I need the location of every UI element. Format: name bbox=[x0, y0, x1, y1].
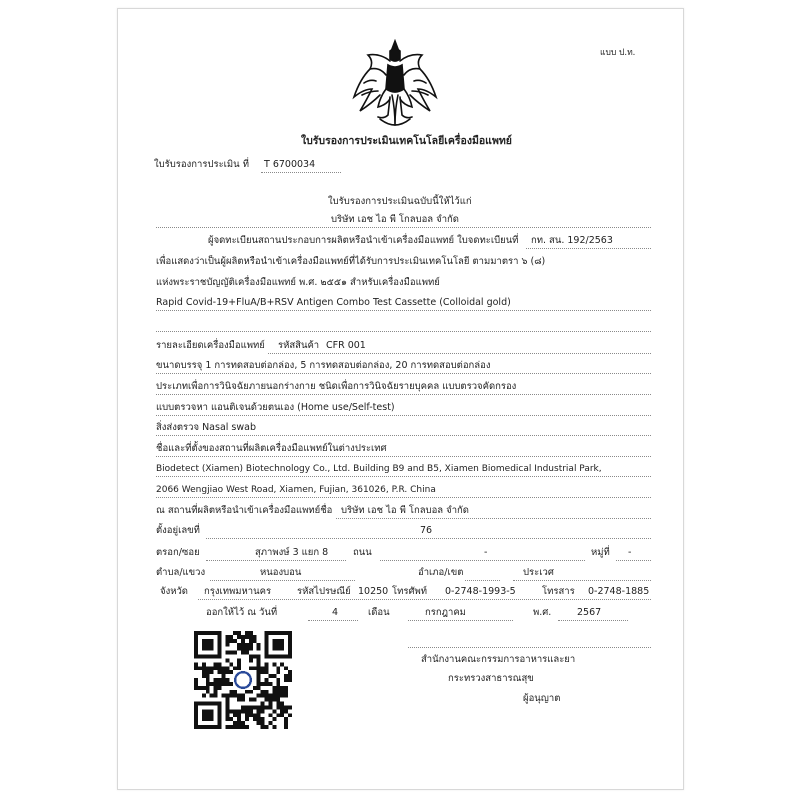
postcode-label: รหัสไปรษณีย์ bbox=[297, 586, 351, 597]
signature-line bbox=[408, 647, 651, 648]
underline bbox=[156, 331, 651, 332]
statement-line-2: แห่งพระราชบัญญัติเครื่องมือแพทย์ พ.ศ. ๒๕๕๑ สำหรับเครื่องมือแพทย์ bbox=[156, 277, 440, 288]
province-label: จังหวัด bbox=[160, 586, 188, 597]
issue-year: 2567 bbox=[577, 607, 602, 618]
statement-line-1: เพื่อแสดงว่าเป็นผู้ผลิตหรือนำเข้าเครื่องมือแพทย์ที่ได้รับการประเมินเทคโนโลยี ตามมาตรา ๖ (๘) bbox=[156, 256, 546, 267]
issue-day: 4 bbox=[332, 607, 339, 618]
subdistrict-value: หนองบอน bbox=[260, 567, 302, 578]
certificate-number: T 6700034 bbox=[264, 159, 316, 170]
underline bbox=[261, 172, 341, 173]
road-value: - bbox=[484, 547, 488, 558]
postcode-value: 10250 bbox=[358, 586, 389, 597]
certificate-number-label: ใบรับรองการประเมิน ที่ bbox=[154, 159, 249, 170]
specimen-text: สิ่งส่งตรวจ Nasal swab bbox=[156, 422, 256, 433]
district-value: ประเวศ bbox=[523, 567, 554, 578]
issue-year-label: พ.ศ. bbox=[533, 607, 552, 618]
underline bbox=[156, 415, 651, 416]
product-code: CFR 001 bbox=[326, 340, 366, 351]
details-label: รายละเอียดเครื่องมือแพทย์ bbox=[156, 340, 265, 351]
issue-date-label: ออกให้ไว้ ณ วันที่ bbox=[206, 607, 278, 618]
underline bbox=[308, 620, 358, 621]
diagnostic-type: ประเภทเพื่อการวินิจฉัยภายนอกร่างกาย ชนิดเพื่อการวินิจฉัยรายบุคคล แบบตรวจคัดกรอง bbox=[156, 381, 517, 392]
underline bbox=[558, 620, 628, 621]
soi-value: สุภาพงษ์ 3 แยก 8 bbox=[255, 547, 329, 558]
underline bbox=[156, 394, 651, 395]
authorizer-role: ผู้อนุญาต bbox=[523, 693, 561, 704]
underline bbox=[206, 560, 346, 561]
underline bbox=[268, 353, 651, 354]
agency-line-2: กระทรวงสาธารณสุข bbox=[448, 673, 534, 684]
underline bbox=[198, 599, 651, 600]
manufacturer-label: ชื่อและที่ตั้งของสถานที่ผลิตเครื่องมือแพทย์ในต่างประเทศ bbox=[156, 443, 387, 454]
qr-code-icon[interactable] bbox=[194, 631, 292, 729]
underline bbox=[336, 518, 651, 519]
manufacturer-address-1: Biodetect (Xiamen) Biotechnology Co., Ltd. Building B9 and B5, Xiamen Biomedical Industrial Park, bbox=[156, 464, 602, 474]
premises-label: ณ สถานที่ผลิตหรือนำเข้าเครื่องมือแพทย์ชื่อ bbox=[156, 505, 333, 516]
road-label: ถนน bbox=[353, 547, 372, 558]
underline bbox=[526, 248, 651, 249]
underline bbox=[513, 580, 651, 581]
underline bbox=[156, 373, 651, 374]
manufacturer-address-2: 2066 Wengjiao West Road, Xiamen, Fujian, 361026, P.R. China bbox=[156, 485, 436, 495]
underline bbox=[210, 580, 355, 581]
underline bbox=[616, 560, 651, 561]
document-title: ใบรับรองการประเมินเทคโนโลยีเครื่องมือแพทย์ bbox=[301, 135, 512, 147]
underline bbox=[408, 620, 513, 621]
underline bbox=[206, 538, 651, 539]
underline bbox=[156, 227, 651, 228]
underline bbox=[380, 560, 585, 561]
certificate-page bbox=[117, 8, 684, 790]
registrant-label: ผู้จดทะเบียนสถานประกอบการผลิตหรือนำเข้าเครื่องมือแพทย์ ใบจดทะเบียนที่ bbox=[208, 235, 519, 246]
underline bbox=[156, 476, 651, 477]
product-code-label: รหัสสินค้า bbox=[278, 340, 320, 351]
company-name: บริษัท เอช ไอ พี โกลบอล จำกัด bbox=[331, 214, 459, 225]
agency-line-1: สำนักงานคณะกรรมการอาหารและยา bbox=[421, 654, 576, 665]
test-type: แบบตรวจหา แอนติเจนด้วยตนเอง (Home use/Self-test) bbox=[156, 402, 395, 413]
packaging-text: ขนาดบรรจุ 1 การทดสอบต่อกล่อง, 5 การทดสอบต่อกล่อง, 20 การทดสอบต่อกล่อง bbox=[156, 360, 491, 371]
phone-label: โทรศัพท์ bbox=[392, 586, 428, 597]
district-label: อำเภอ/เขต bbox=[418, 567, 464, 578]
fax-value: 0-2748-1885 bbox=[588, 586, 650, 597]
underline bbox=[156, 497, 651, 498]
subdistrict-label: ตำบล/แขวง bbox=[156, 567, 206, 578]
form-code: แบบ ป.ท. bbox=[600, 48, 636, 58]
underline bbox=[156, 310, 651, 311]
issue-month-label: เดือน bbox=[368, 607, 390, 618]
underline bbox=[156, 435, 651, 436]
issue-month: กรกฎาคม bbox=[425, 607, 466, 618]
address-number: 76 bbox=[420, 525, 433, 536]
province-value: กรุงเทพมหานคร bbox=[204, 586, 272, 597]
address-label: ตั้งอยู่เลขที่ bbox=[156, 525, 200, 536]
premises-name: บริษัท เอช ไอ พี โกลบอล จำกัด bbox=[341, 505, 469, 516]
fax-label: โทรสาร bbox=[542, 586, 575, 597]
registration-number: กท. สน. 192/2563 bbox=[531, 235, 613, 246]
product-name: Rapid Covid-19+FluA/B+RSV Antigen Combo Test Cassette (Colloidal gold) bbox=[156, 297, 511, 308]
phone-value: 0-2748-1993-5 bbox=[445, 586, 516, 597]
moo-value: - bbox=[628, 547, 632, 558]
underline bbox=[156, 456, 651, 457]
moo-label: หมู่ที่ bbox=[591, 547, 610, 558]
garuda-emblem-icon bbox=[350, 39, 440, 134]
issued-to-label: ใบรับรองการประเมินฉบับนี้ให้ไว้แก่ bbox=[328, 196, 472, 207]
soi-label: ตรอก/ซอย bbox=[156, 547, 200, 558]
underline bbox=[465, 580, 500, 581]
